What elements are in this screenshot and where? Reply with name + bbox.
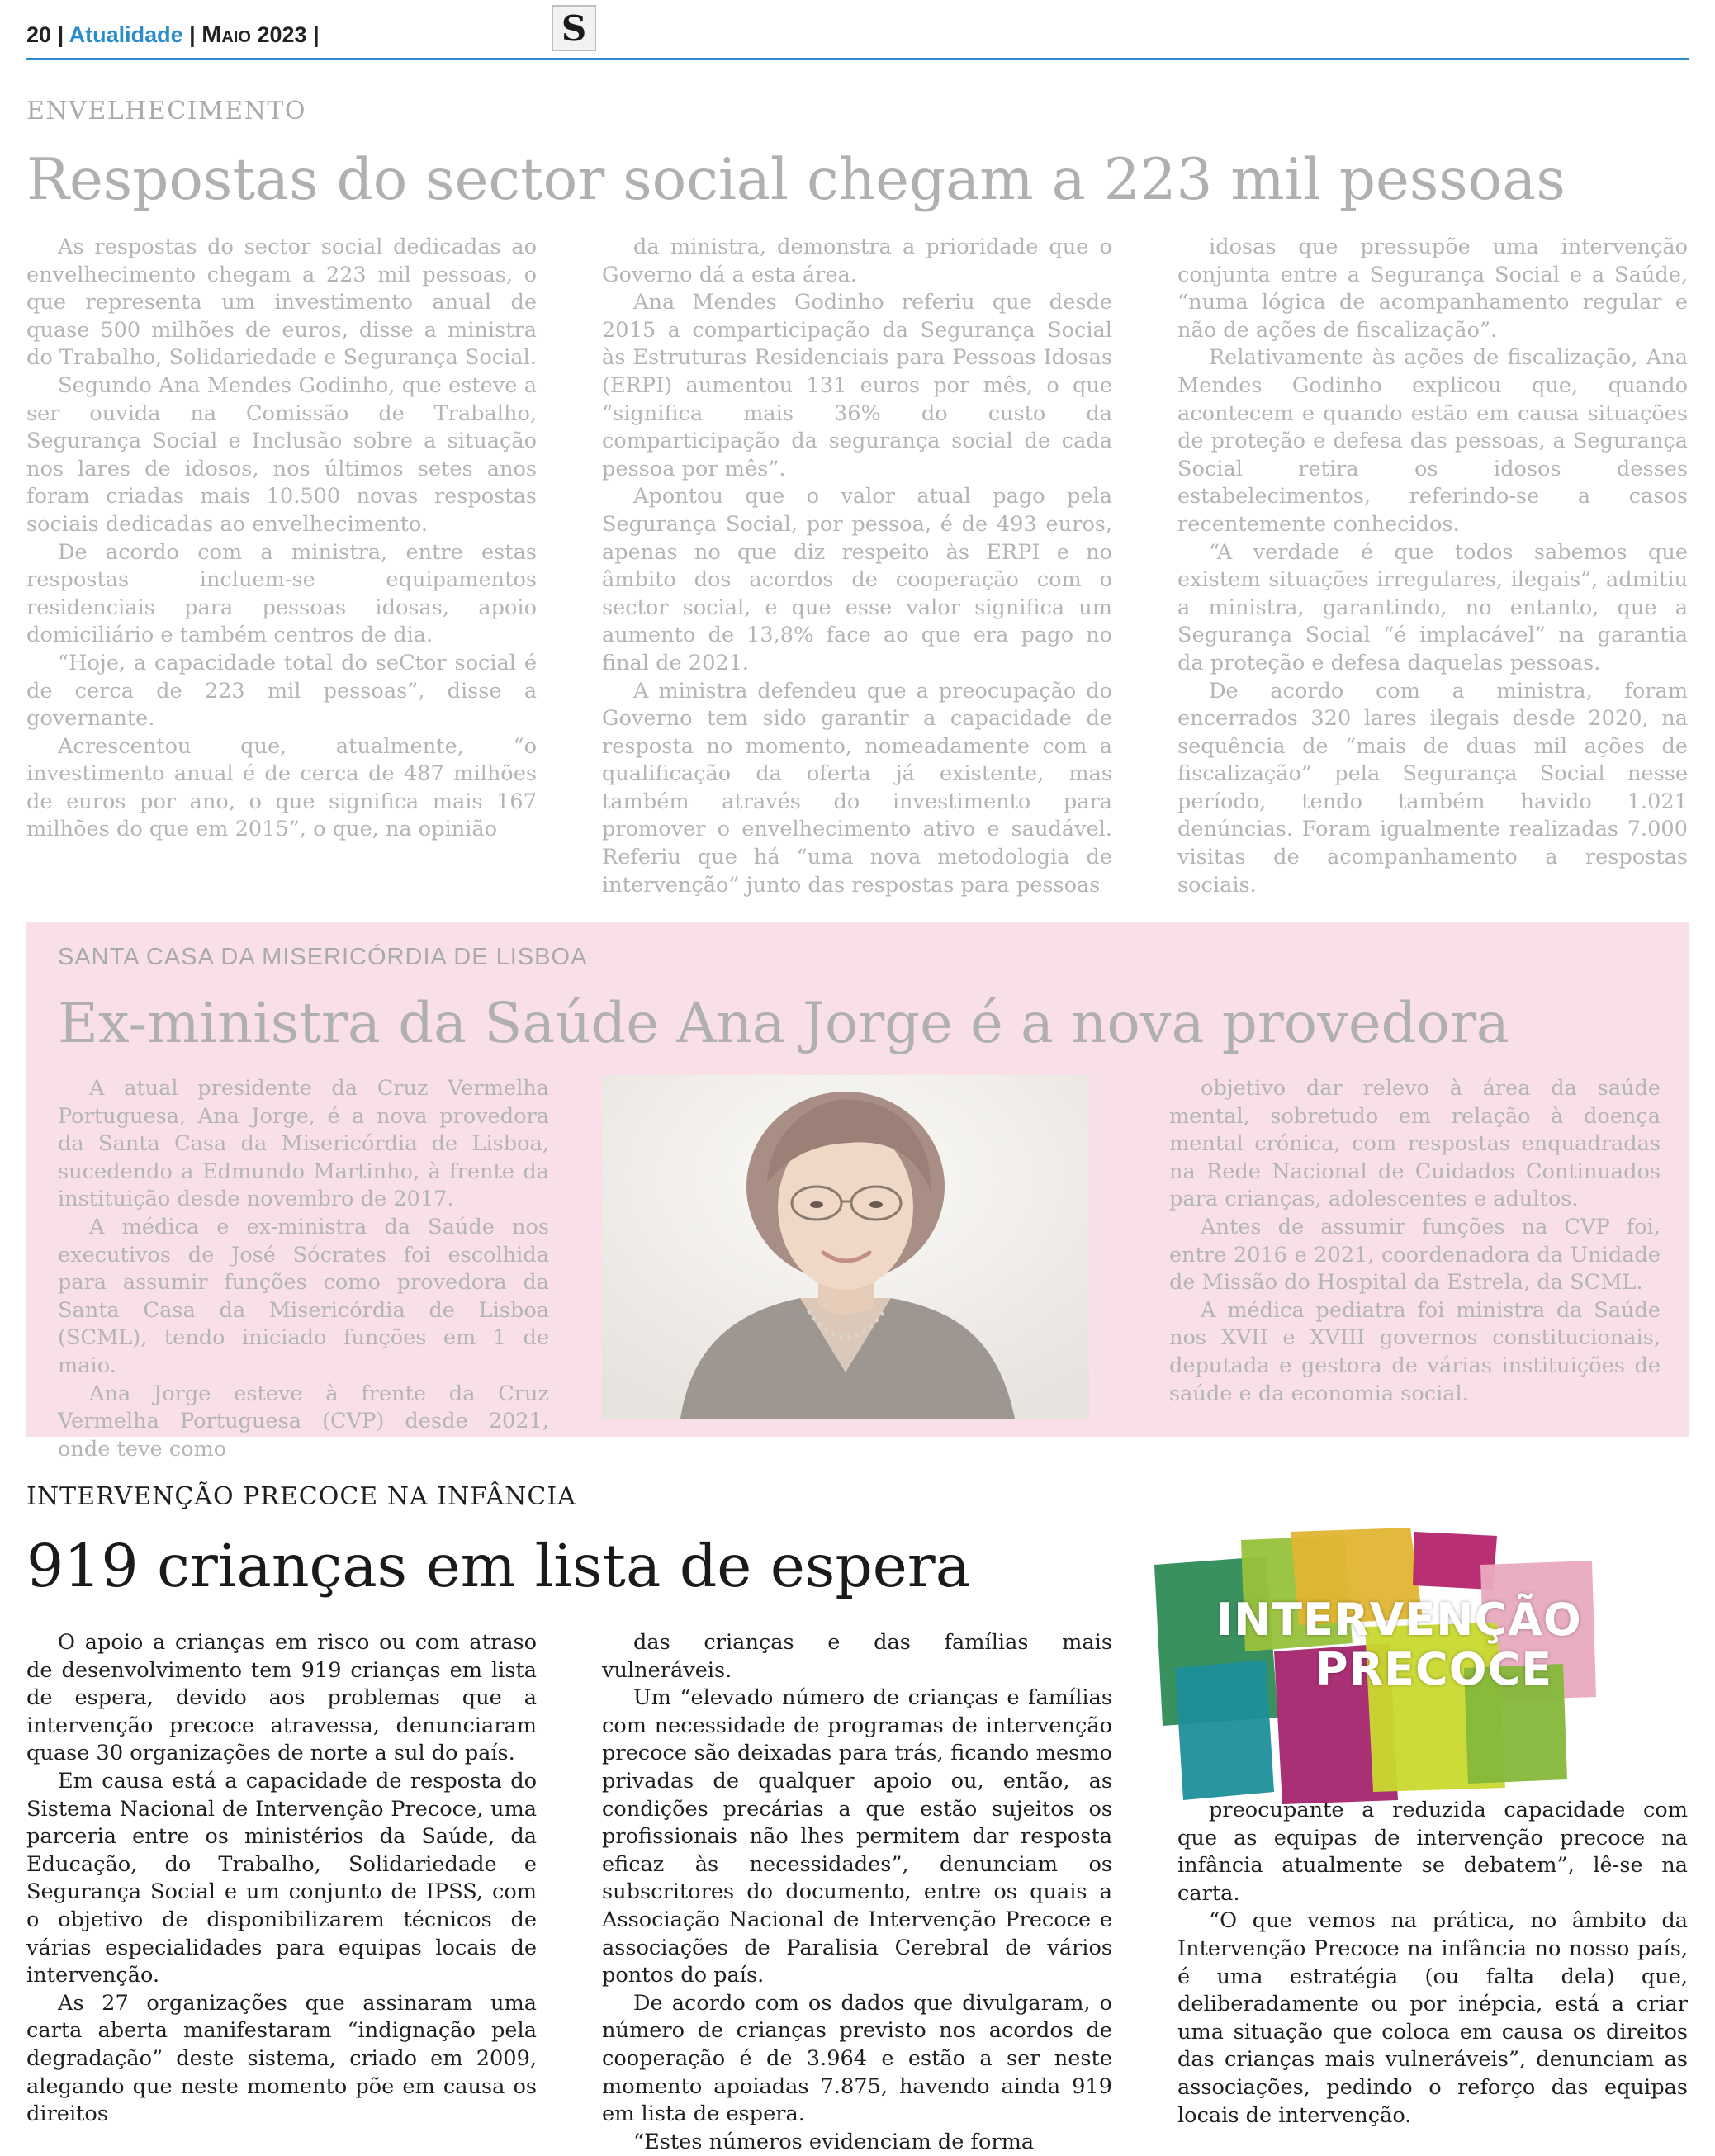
article1-col2 bbox=[602, 234, 1112, 899]
ana-jorge-portrait bbox=[602, 1075, 1089, 1419]
paragraph: A médica e ex-ministra da Saúde nos executivos de José Sócrates foi escolhida para assumir funções como provedora da Santa Casa da Misericórdia de Lisboa (SCML), tendo iniciado funções em 1 de maio. bbox=[58, 1214, 549, 1378]
intervencao-logo-line1: INTERVENÇÃO bbox=[1216, 1594, 1582, 1646]
paragraph: “Estes números evidenciam de forma bbox=[633, 2129, 1035, 2154]
paragraph: De acordo com a ministra, foram encerrados 320 lares ilegais desde 2020, na sequência de “mais de duas mil ações de fiscalização” pela Segurança Social nesse período, tendo também havido 1.021 denúncias. Foram igualmente realizadas 7.000 visitas de acompanhamento a respostas sociais. bbox=[1177, 678, 1688, 898]
paragraph: “O que vemos na prática, no âmbito da Intervenção Precoce na infância no nosso país, é uma estratégia (ou falta dela) que, deliberadamente ou por inépcia, está a criar uma situação que coloca em causa os direitos das crianças mais vulneráveis”, denunciam as associações, pedindo o reforço das equipas locais de intervenção. bbox=[1177, 1908, 1688, 2128]
article2-col1 bbox=[58, 1075, 549, 1463]
paragraph: Relativamente às ações de fiscalização, Ana Mendes Godinho explicou que, quando acontecem e quando estão em causa situações de proteção e defesa das pessoas, a Segurança Social retira os idosos desses estabelecimentos, referindo-se a casos recentemente conhecidos. bbox=[1177, 345, 1688, 537]
article3-title: 919 crianças em lista de espera bbox=[26, 1532, 971, 1600]
article3-col3 bbox=[1177, 1797, 1688, 2130]
paragraph: “Hoje, a capacidade total do seCtor social é de cerca de 223 mil pessoas”, disse a governante. bbox=[26, 650, 537, 732]
article3-col1 bbox=[26, 1629, 537, 2129]
article2-col2 bbox=[1169, 1075, 1661, 1408]
article3-kicker: INTERVENÇÃO PRECOCE NA INFÂNCIA bbox=[26, 1482, 576, 1511]
paragraph: da ministra, demonstra a prioridade que o Governo dá a esta área. bbox=[602, 235, 1112, 287]
paragraph: De acordo com os dados que divulgaram, o número de crianças previsto nos acordos de cooperação é de 3.964 e estão a ser neste momento apoiadas 7.875, havendo ainda 919 em lista de espera. bbox=[602, 1990, 1112, 2127]
paragraph: preocupante a reduzida capacidade com que as equipas de intervenção precoce na infância atualmente se debatem”, lê-se na carta. bbox=[1177, 1798, 1688, 1906]
article2-kicker: SANTA CASA DA MISERICÓRDIA DE LISBOA bbox=[58, 944, 588, 970]
intervencao-precoce-logo bbox=[1150, 1528, 1596, 1804]
paragraph: Ana Jorge esteve à frente da Cruz Vermelha Portuguesa (CVP) desde 2021, onde teve como bbox=[58, 1381, 549, 1462]
paragraph: “A verdade é que todos sabemos que existem situações irregulares, ilegais”, admitiu a ministra, garantindo, no entanto, que a Segurança Social “é implacável” na garantia da proteção e defesa daquelas pessoas. bbox=[1177, 539, 1688, 675]
paragraph: O apoio a crianças em risco ou com atraso de desenvolvimento tem 919 crianças em lista de espera, devido aos problemas que a intervenção precoce atravessa, denunciaram quase 30 organizações de norte a sul do país. bbox=[26, 1630, 537, 1766]
paragraph: Ana Mendes Godinho referiu que desde 2015 a comparticipação da Segurança Social às Estruturas Residenciais para Pessoas Idosas (ERPI) aumentou 131 euros por mês, o que “significa mais 36% do custo da comparticipação da segurança social de cada pessoa por mês”. bbox=[602, 290, 1112, 481]
paragraph: idosas que pressupõe uma intervenção conjunta entre a Segurança Social e a Saúde, “numa lógica de acompanhamento regular e não de ações de fiscalização”. bbox=[1177, 235, 1688, 343]
header-rule bbox=[26, 58, 1689, 60]
page-header: 20 | Atualidade | Maio 2023 | bbox=[26, 21, 320, 48]
paragraph: De acordo com a ministra, entre estas respostas incluem-se equipamentos residenciais para pessoas idosas, apoio domiciliário e também centros de dia. bbox=[26, 539, 537, 648]
issue-month: Maio bbox=[201, 21, 251, 48]
article1-kicker: ENVELHECIMENTO bbox=[26, 97, 306, 126]
paragraph: Em causa está a capacidade de resposta do Sistema Nacional de Intervenção Precoce, uma parceria entre os ministérios da Saúde, da Educação, do Trabalho, Solidariedade e Segurança Social e um conjunto de IPSS, com o objetivo de disponibilizarem técnicos de várias especialidades para equipas locais de intervenção. bbox=[26, 1768, 537, 1988]
paragraph: A médica pediatra foi ministra da Saúde nos XVII e XVIII governos constitucionais, deputada e gestora de várias instituições de saúde e da economia social. bbox=[1169, 1297, 1661, 1406]
article2-title: Ex-ministra da Saúde Ana Jorge é a nova provedora bbox=[58, 991, 1509, 1055]
publication-logo: S bbox=[552, 5, 596, 51]
issue-year: 2023 bbox=[257, 22, 307, 47]
paragraph: A atual presidente da Cruz Vermelha Portuguesa, Ana Jorge, é a nova provedora da Santa Casa da Misericórdia de Lisboa, sucedendo a Edmundo Martinho, à frente da instituição desde novembro de 2017. bbox=[58, 1076, 549, 1212]
paragraph: Acrescentou que, atualmente, “o investimento anual é de cerca de 487 milhões de euros por ano, o que significa mais 167 milhões do que em 2015”, o que, na opinião bbox=[26, 733, 537, 842]
paragraph: Segundo Ana Mendes Godinho, que esteve a ser ouvida na Comissão de Trabalho, Segurança Social e Inclusão sobre a situação nos lares de idosos, nos últimos setes anos foram criadas mais 10.500 novas respostas sociais dedicadas ao envelhecimento. bbox=[26, 372, 537, 537]
paragraph: Apontou que o valor atual pago pela Segurança Social, por pessoa, é de 493 euros, apenas no que diz respeito às ERPI e no âmbito dos acordos de cooperação com o sector social, e que esse valor significa um aumento de 13,8% face ao que era pago no final de 2021. bbox=[602, 484, 1112, 675]
paragraph: As 27 organizações que assinaram uma carta aberta manifestaram “indignação pela degradação” deste sistema, criado em 2009, alegando que neste momento põe em causa os direitos bbox=[26, 1990, 537, 2127]
article3-col2 bbox=[602, 1629, 1112, 2156]
section-name[interactable]: Atualidade bbox=[69, 22, 183, 47]
paragraph: Um “elevado número de crianças e famílias com necessidade de programas de intervenção precoce são deixadas para trás, ficando mesmo privadas de qualquer apoio ou, então, as condições precárias a que estão sujeitos os profissionais não lhes permitem dar resposta eficaz às necessidades”, denunciam os subscritores do documento, entre os quais a Associação Nacional de Intervenção Precoce e associações de Paralisia Cerebral de vários pontos do país. bbox=[602, 1685, 1112, 1988]
paragraph: As respostas do sector social dedicadas ao envelhecimento chegam a 223 mil pessoas, o que representa um investimento anual de quase 500 milhões de euros, disse a ministra do Trabalho, Solidariedade e Segurança Social. bbox=[26, 235, 537, 371]
paragraph: objetivo dar relevo à área da saúde mental, sobretudo em relação à doença mental crónica, com respostas enquadradas na Rede Nacional de Cuidados Continuados para crianças, adolescentes e adultos. bbox=[1169, 1076, 1661, 1212]
article1-title: Respostas do sector social chegam a 223 mil pessoas bbox=[26, 147, 1566, 213]
page-number: 20 bbox=[26, 22, 52, 47]
paragraph: das crianças e das famílias mais vulneráveis. bbox=[602, 1630, 1112, 1683]
paragraph: Antes de assumir funções na CVP foi, entre 2016 e 2021, coordenadora da Unidade de Missão do Hospital da Estrela, da SCML. bbox=[1169, 1214, 1661, 1296]
article1-col3 bbox=[1177, 234, 1688, 899]
paragraph: A ministra defendeu que a preocupação do Governo tem sido garantir a capacidade de resposta no momento, nomeadamente com a qualificação da oferta já existente, mas também através do investimento para promover o envelhecimento ativo e saudável. Referiu que há “uma nova metodologia de intervenção” junto das respostas para pessoas bbox=[602, 678, 1112, 898]
article1-col1 bbox=[26, 234, 537, 844]
intervencao-logo-line2: PRECOCE bbox=[1315, 1643, 1553, 1695]
